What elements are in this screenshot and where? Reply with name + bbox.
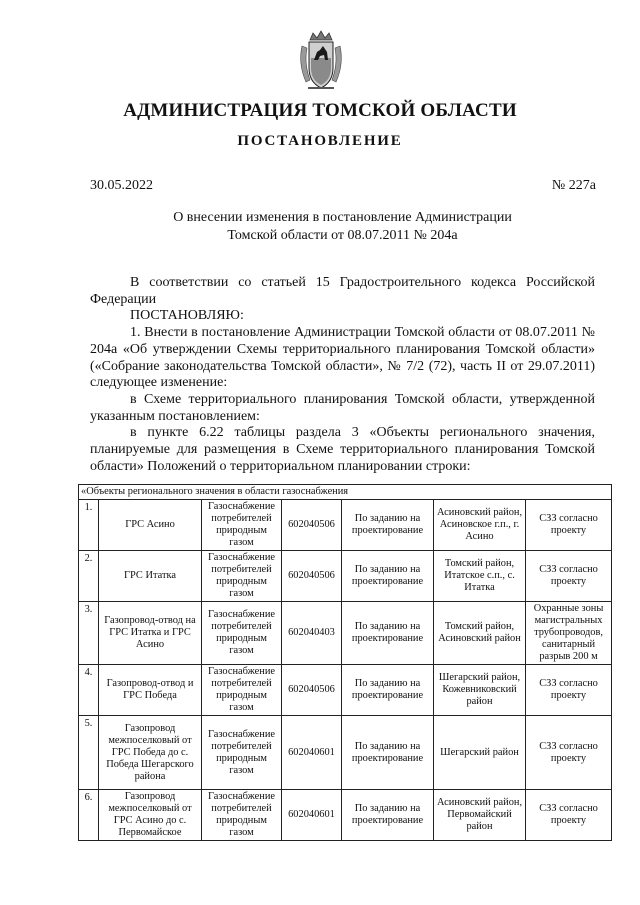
organization-name: АДМИНИСТРАЦИЯ ТОМСКОЙ ОБЛАСТИ	[123, 100, 517, 121]
table-row	[79, 790, 612, 841]
table-row	[79, 602, 612, 665]
object-code: 602040601	[282, 790, 342, 841]
object-purpose: Газоснабжение потребителей природным газом	[202, 790, 282, 841]
document-date: 30.05.2022	[90, 178, 153, 193]
object-purpose: Газоснабжение потребителей природным газом	[202, 602, 282, 665]
object-location: Асиновский район, Первомайский район	[434, 790, 526, 841]
table-row	[79, 500, 612, 551]
row-number: 6.	[79, 790, 99, 841]
object-parameters: По заданию на проектирование	[342, 716, 434, 790]
paragraph-resolve: ПОСТАНОВЛЯЮ:	[130, 308, 244, 324]
object-purpose: Газоснабжение потребителей природным газом	[202, 716, 282, 790]
object-parameters: По заданию на проектирование	[342, 602, 434, 665]
object-zone: СЗЗ согласно проекту	[526, 790, 612, 841]
object-parameters: По заданию на проектирование	[342, 665, 434, 716]
object-code: 602040506	[282, 551, 342, 602]
row-number: 2.	[79, 551, 99, 602]
document-type: ПОСТАНОВЛЕНИЕ	[237, 133, 403, 149]
object-name: ГРС Итатка	[99, 551, 202, 602]
table-caption-row	[79, 485, 612, 500]
table-row	[79, 665, 612, 716]
paragraph-point: в пункте 6.22 таблицы раздела 3 «Объекты регионального значения, планируемые для размещения в Схеме территориального планирования Томской области» Положений о территориальном планировании строки:	[90, 425, 595, 474]
object-location: Томский район, Итатское с.п., с. Итатка	[434, 551, 526, 602]
row-number: 3.	[79, 602, 99, 665]
document-subject	[90, 209, 595, 245]
object-parameters: По заданию на проектирование	[342, 790, 434, 841]
objects-table-wrapper	[78, 484, 611, 841]
object-code: 602040506	[282, 500, 342, 551]
document-body	[90, 275, 595, 475]
subject-line-1: О внесении изменения в постановление Администрации	[173, 210, 512, 225]
document-number: № 227а	[551, 178, 596, 193]
object-purpose: Газоснабжение потребителей природным газом	[202, 551, 282, 602]
object-zone: СЗЗ согласно проекту	[526, 716, 612, 790]
object-location: Шегарский район	[434, 716, 526, 790]
object-name: ГРС Асино	[99, 500, 202, 551]
object-code: 602040601	[282, 716, 342, 790]
object-parameters: По заданию на проектирование	[342, 551, 434, 602]
coat-of-arms-emblem	[296, 30, 346, 92]
paragraph-scheme: в Схеме территориального планирования Томской области, утвержденной указанным постановлением:	[90, 391, 595, 424]
object-code: 602040506	[282, 665, 342, 716]
object-name: Газопровод-отвод и ГРС Победа	[99, 665, 202, 716]
object-location: Асиновский район, Асиновское г.п., г. Асино	[434, 500, 526, 551]
object-zone: СЗЗ согласно проекту	[526, 500, 612, 551]
paragraph-item-1: 1. Внести в постановление Администрации Томской области от 08.07.2011 № 204а «Об утверждении Схемы территориального планирования Томской области» («Собрание законодательства Томской области», № 7/2 (72), часть II от 29.07.2011) следующее изменение:	[90, 325, 595, 391]
paragraph-basis: В соответствии со статьей 15 Градостроительного кодекса Российской Федерации	[90, 275, 595, 307]
table-row	[79, 551, 612, 602]
object-purpose: Газоснабжение потребителей природным газом	[202, 500, 282, 551]
object-zone: Охранные зоны магистральных трубопроводов, санитарный разрыв 200 м	[526, 602, 612, 665]
object-zone: СЗЗ согласно проекту	[526, 551, 612, 602]
row-number: 5.	[79, 716, 99, 790]
table-row	[79, 716, 612, 790]
object-purpose: Газоснабжение потребителей природным газом	[202, 665, 282, 716]
subject-line-2: Томской области от 08.07.2011 № 204а	[227, 228, 458, 243]
object-name: Газопровод межпоселковый от ГРС Асино до с. Первомайское	[99, 790, 202, 841]
objects-table	[78, 484, 612, 841]
object-zone: СЗЗ согласно проекту	[526, 665, 612, 716]
row-number: 4.	[79, 665, 99, 716]
object-parameters: По заданию на проектирование	[342, 500, 434, 551]
object-location: Томский район, Асиновский район	[434, 602, 526, 665]
object-code: 602040403	[282, 602, 342, 665]
object-name: Газопровод-отвод на ГРС Итатка и ГРС Асино	[99, 602, 202, 665]
table-caption: «Объекты регионального значения в области газоснабжения	[79, 485, 612, 500]
row-number: 1.	[79, 500, 99, 551]
object-name: Газопровод межпоселковый от ГРС Победа до с. Победа Шегарского района	[99, 716, 202, 790]
object-location: Шегарский район, Кожевниковский район	[434, 665, 526, 716]
